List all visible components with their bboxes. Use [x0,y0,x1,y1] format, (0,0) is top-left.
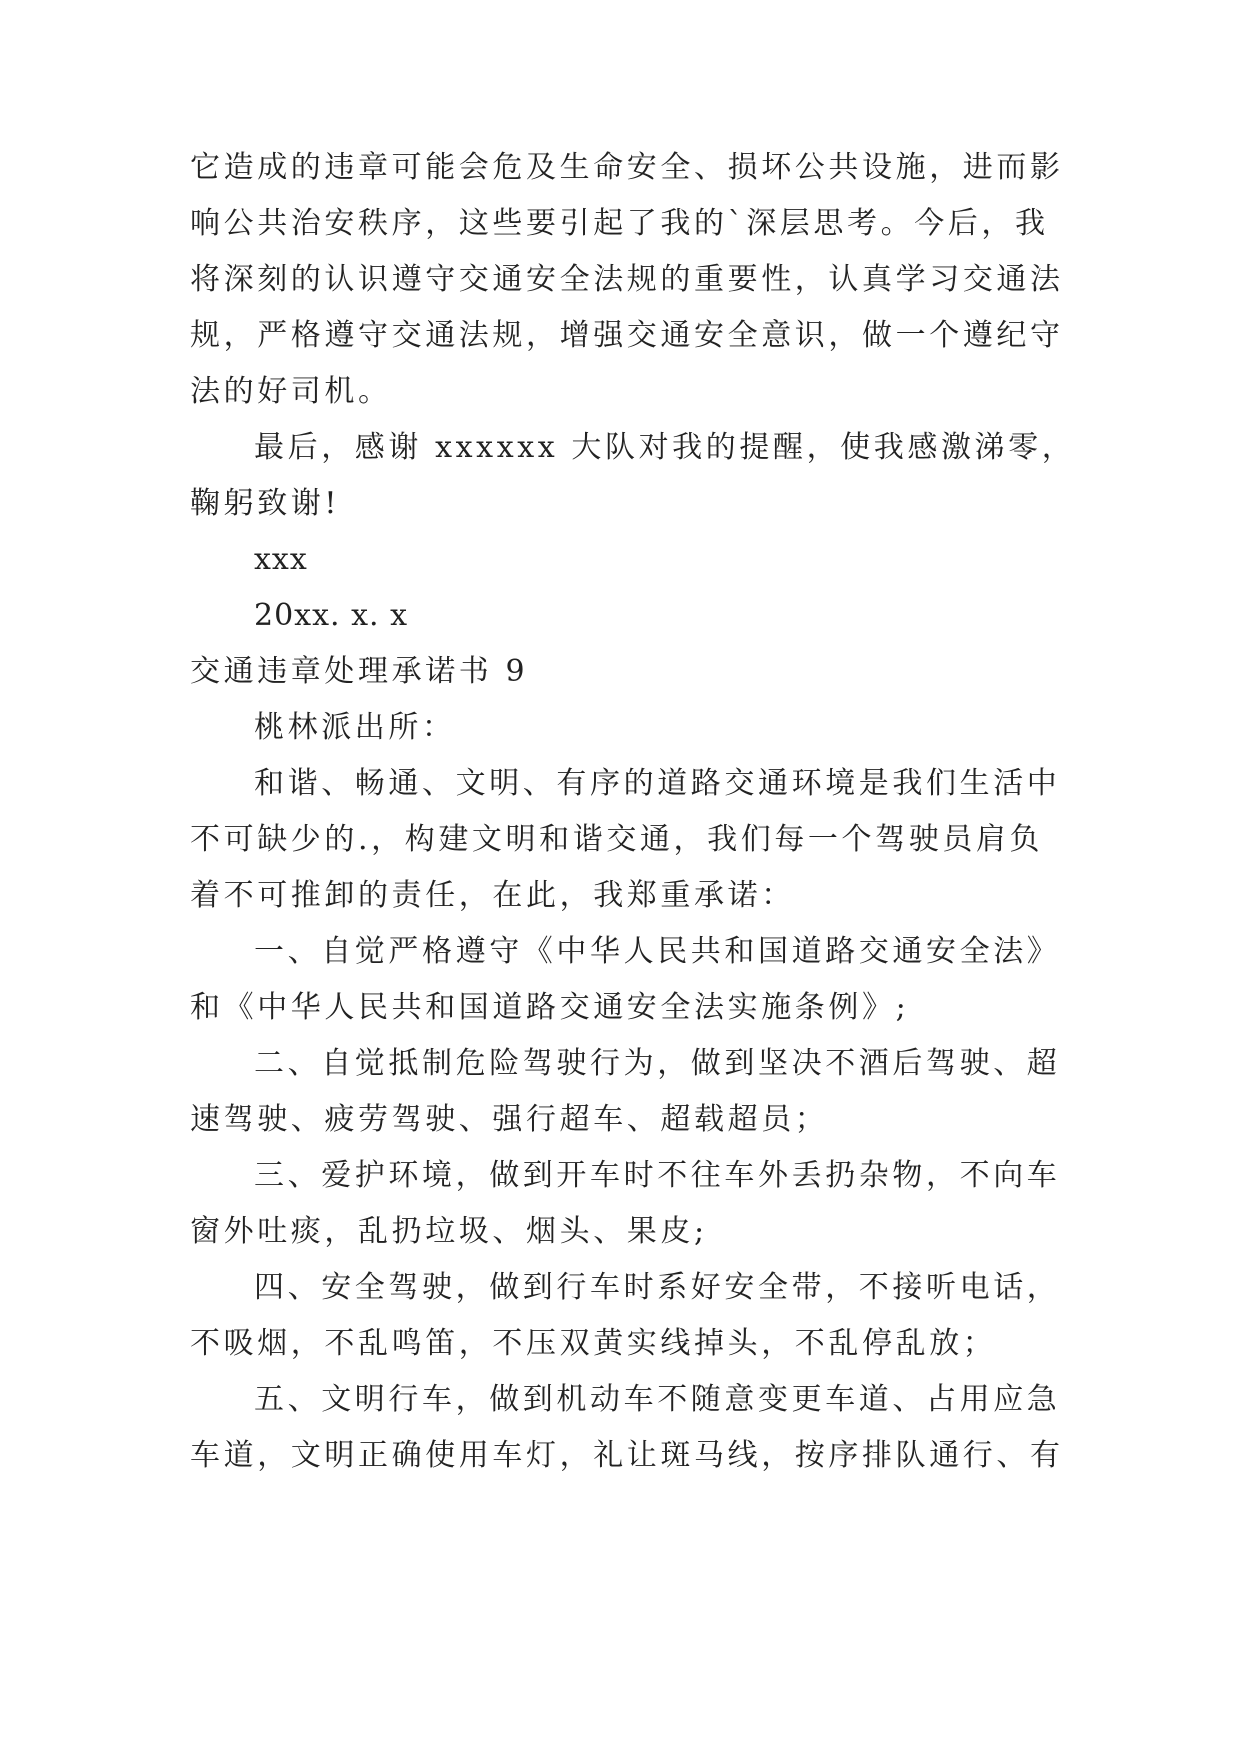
list-item-line: 四、安全驾驶，做到行车时系好安全带，不接听电话， [254,1270,1061,1305]
list-item-line: 和《中华人民共和国道路交通安全法实施条例》; [190,990,910,1025]
paragraph-line: 响公共治安秩序，这些要引起了我的`深层思考。今后，我 [190,206,1049,241]
paragraph-line: 鞠躬致谢! [190,486,341,521]
addressee: 桃林派出所： [254,710,456,745]
section-heading: 交通违章处理承诺书 9 [190,654,529,689]
list-item-line: 二、自觉抵制危险驾驶行为，做到坚决不酒后驾驶、超 [254,1046,1061,1081]
paragraph-line: 不可缺少的.，构建文明和谐交通，我们每一个驾驶员肩负 [190,822,1044,857]
list-item-line: 三、爱护环境，做到开车时不往车外丢扔杂物，不向车 [254,1158,1061,1193]
signature-date: 20xx. x. x [254,598,408,633]
list-item-line: 一、自觉严格遵守《中华人民共和国道路交通安全法》 [254,934,1061,969]
paragraph-line: 法的好司机。 [190,374,392,409]
paragraph-line: 最后，感谢 xxxxxx 大队对我的提醒，使我感激涕零， [254,430,1076,465]
paragraph-line: 它造成的违章可能会危及生命安全、损坏公共设施，进而影 [190,150,1064,185]
list-item-line: 车道，文明正确使用车灯，礼让斑马线，按序排队通行、有 [190,1438,1064,1473]
list-item-line: 窗外吐痰，乱扔垃圾、烟头、果皮; [190,1214,708,1249]
list-item-line: 速驾驶、疲劳驾驶、强行超车、超载超员； [190,1102,829,1137]
list-item-line: 五、文明行车，做到机动车不随意变更车道、占用应急 [254,1382,1061,1417]
paragraph-line: 着不可推卸的责任，在此，我郑重承诺： [190,878,795,913]
signature-name: xxx [254,542,308,577]
list-item-line: 不吸烟，不乱鸣笛，不压双黄实线掉头，不乱停乱放； [190,1326,997,1361]
paragraph-line: 将深刻的认识遵守交通安全法规的重要性，认真学习交通法 [190,262,1064,297]
paragraph-line: 和谐、畅通、文明、有序的道路交通环境是我们生活中 [254,766,1061,801]
paragraph-line: 规，严格遵守交通法规，增强交通安全意识，做一个遵纪守 [190,318,1064,353]
